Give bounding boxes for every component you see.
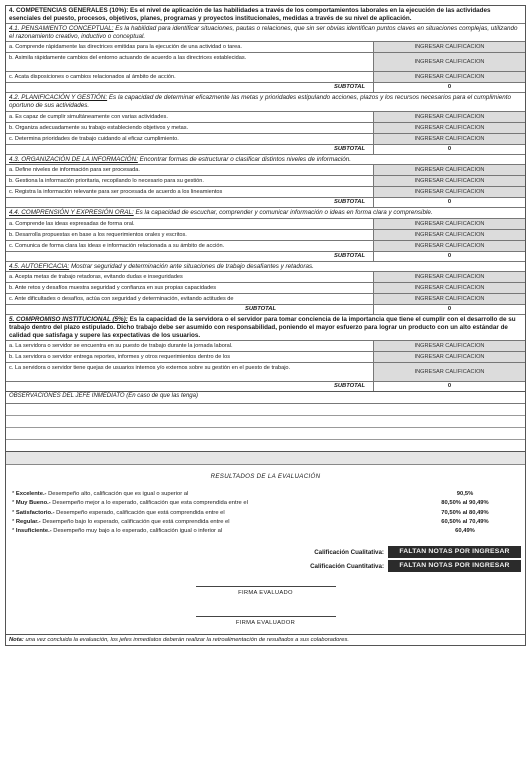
grade-input[interactable]: INGRESAR CALIFICACION [373, 230, 525, 240]
scale-desc: Desempeño esperado, calificación que está comprendida entre el [56, 509, 225, 516]
subtotal-value: 0 [373, 198, 525, 207]
scale-value: 80,50% al 90,49% [441, 500, 489, 507]
section-desc: Es la habilidad para identificar situaciones, pautas o relaciones, que sin ser obvias identifican puntos claves en situaciones complejas, utilizando el razonamiento creativo, inductivo o conceptual. [9, 25, 518, 40]
scale-desc: Desempeño muy bajo a lo esperado, calificación igual o inferior al [53, 527, 223, 534]
nota-label: Nota: [9, 637, 24, 644]
resultados-band [6, 452, 525, 465]
section-4-4 [6, 207, 525, 261]
criterion-row [6, 186, 525, 197]
section-desc: Es la capacidad de determinar eficazmente las metas y prioridades estipulando acciones, plazos y los recursos necesarios para el cumplimiento oportuno de sus actividades. [9, 94, 512, 109]
section-header [6, 261, 525, 272]
section-header [6, 207, 525, 218]
criterion-label: a. Comprende las ideas expresadas de forma oral. [9, 220, 135, 227]
grade-input[interactable]: INGRESAR CALIFICACION [373, 219, 525, 229]
subtotal-label: SUBTOTAL [333, 383, 365, 390]
criterion-label: c. Acata disposiciones o cambios relacionados al ámbito de acción. [9, 74, 176, 81]
section-title: 5. COMPROMISO INSTITUCIONAL (5%): [9, 316, 128, 324]
cualitativa-status: FALTAN NOTAS POR INGRESAR [388, 546, 521, 558]
criterion-label: c. Registra la información relevante para ser procesada de acuerdo a los lineamientos [9, 189, 223, 196]
criterion-label: b. Ante retos y desafíos muestra seguridad y confianza en sus propias capacidades [9, 285, 217, 292]
scale-desc: Desempeño mejor a lo esperado, calificación que esta comprendida entre el [52, 500, 248, 507]
criterion-row [6, 293, 525, 304]
section-title: 4.4. COMPRENSIÓN Y EXPRESIÓN ORAL: [9, 209, 134, 217]
subtotal-value: 0 [373, 252, 525, 261]
observaciones-line[interactable] [6, 440, 525, 451]
observaciones-label: OBSERVACIONES DEL JEFE INMEDIATO (En caso de que las tenga) [6, 392, 525, 404]
grade-input[interactable]: INGRESAR CALIFICACION [373, 134, 525, 144]
scale-item: * Muy Bueno.- Desempeño mejor a lo esperado, calificación que esta comprendida entre el 80,50% al 90,49% [12, 499, 519, 508]
observaciones-box [5, 392, 526, 452]
scale-desc: Desempeño alto, calificación que es igual o superior al [48, 491, 189, 498]
criterion-row [6, 218, 525, 229]
criterion-label: c. La servidora o servidor tiene quejas de usuarios internos y/o externos sobre su gestión en el puesto de trabajo. [9, 365, 291, 372]
subtotal-row [6, 197, 525, 207]
subtotal-label: SUBTOTAL [333, 252, 365, 259]
scale-item: * Excelente.- Desempeño alto, calificación que es igual o superior al 90,5% [12, 490, 519, 499]
firma-evaluado [6, 586, 525, 596]
section-header [6, 314, 525, 340]
scale-value: 60,50% al 70,49% [441, 518, 489, 525]
section-4-1 [6, 23, 525, 92]
subtotal-label: SUBTOTAL [333, 199, 365, 206]
section-desc: Es la capacidad de la servidora o el servidor para tomar conciencia de la importancia que tiene el cumplir con el desarrollo de su trabajo dentro del plazo estipulado. Dicho trabajo debe ser asumido con responsabilidad, poniendo el mayor esfuerzo para lograr un producto con un alto estándar de calidad que satisfaga y supere las expectativas de los usuarios. [9, 316, 516, 339]
subtotal-value: 0 [373, 382, 525, 391]
resultados-box [5, 452, 526, 635]
criterion-row [6, 122, 525, 133]
evaluation-form [5, 5, 526, 646]
nota-text: una vez concluida la evaluación, los jefes inmediatos deberán realizar la retroalimentación de resultados a sus colaboradores. [25, 637, 349, 644]
signature-line[interactable] [196, 616, 336, 617]
firma-evaluador [6, 616, 525, 634]
criterion-row [6, 133, 525, 144]
criterion-row [6, 229, 525, 240]
subtotal-row [6, 82, 525, 92]
scale-name: Excelente.- [15, 491, 47, 498]
criterion-row [6, 351, 525, 362]
scale-desc: Desempeño bajo lo esperado, calificación que está comprendida entre el [42, 518, 230, 525]
grade-input[interactable]: INGRESAR CALIFICACION [373, 283, 525, 293]
criterion-row [6, 340, 525, 351]
signature-line[interactable] [196, 586, 336, 587]
subtotal-label: SUBTOTAL [333, 84, 365, 91]
grade-input[interactable]: INGRESAR CALIFICACION [373, 176, 525, 186]
rating-scale [6, 490, 525, 536]
section-header [6, 154, 525, 165]
criterion-row [6, 240, 525, 251]
criterion-label: b. La servidora o servidor entrega reportes, informes y otros requerimientos dentro de los [9, 354, 231, 361]
cuantitativa-label: Calificación Cuantitativa: [310, 562, 384, 570]
grade-input[interactable]: INGRESAR CALIFICACION [373, 294, 525, 304]
criterion-row [6, 41, 525, 52]
observaciones-line[interactable] [6, 428, 525, 440]
criterion-row [6, 71, 525, 82]
scale-item: * Regular.- Desempeño bajo lo esperado, calificación que está comprendida entre el 60,50% al 70,49% [12, 518, 519, 527]
criterion-row [6, 282, 525, 293]
grade-input[interactable]: INGRESAR CALIFICACION [373, 352, 525, 362]
criterion-label: b. Organiza adecuadamente su trabajo estableciendo objetivos y metas. [9, 124, 189, 131]
grade-input[interactable]: INGRESAR CALIFICACION [373, 42, 525, 52]
criterion-row [6, 175, 525, 186]
resultados-title: RESULTADOS DE LA EVALUACIÓN [210, 473, 321, 481]
scale-name: Regular.- [15, 518, 41, 525]
criterion-label: b. Gestiona la información prioritaria, recopilando lo necesario para su gestión. [9, 178, 204, 185]
firma-evaluador-label: FIRMA EVALUADOR [235, 620, 296, 627]
criterion-row [6, 52, 525, 71]
subtotal-row [6, 381, 525, 391]
subtotal-row [6, 144, 525, 154]
grade-input[interactable]: INGRESAR CALIFICACION [373, 165, 525, 175]
grade-input[interactable]: INGRESAR CALIFICACION [373, 53, 525, 71]
section-4-2 [6, 92, 525, 153]
section-desc: Encontrar formas de estructurar o clasificar distintos niveles de información. [139, 155, 352, 163]
section-title: 4.1. PENSAMIENTO CONCEPTUAL: [9, 25, 114, 33]
competencias-block [5, 5, 526, 392]
criterion-row [6, 111, 525, 122]
criterion-label: a. Acepta metas de trabajo retadoras, evitando dudas e inseguridades [9, 274, 183, 281]
grade-input[interactable]: INGRESAR CALIFICACION [373, 123, 525, 133]
criterion-row [6, 164, 525, 175]
grade-input[interactable]: INGRESAR CALIFICACION [373, 112, 525, 122]
subtotal-value: 0 [373, 145, 525, 154]
cuantitativa-row [6, 560, 525, 572]
grade-input[interactable]: INGRESAR CALIFICACION [373, 341, 525, 351]
scale-item: * Insuficiente.- Desempeño muy bajo a lo esperado, calificación igual o inferior al 60,49% [12, 527, 519, 536]
cuantitativa-status: FALTAN NOTAS POR INGRESAR [388, 560, 521, 572]
scale-name: Insuficiente.- [15, 527, 52, 534]
criterion-label: a. Es capaz de cumplir simultáneamente con varias actividades. [9, 113, 168, 120]
criterion-label: c. Comunica de forma clara las ideas e información relacionada a su ámbito de acción. [9, 242, 225, 249]
section-4-3 [6, 154, 525, 208]
subtotal-value: 0 [373, 305, 525, 314]
section-title: 4.2. PLANIFICACIÓN Y GESTIÓN: [9, 94, 108, 102]
section-5 [6, 314, 525, 391]
scale-name: Muy Bueno.- [15, 500, 51, 507]
grade-input[interactable]: INGRESAR CALIFICACION [373, 72, 525, 82]
scale-name: Satisfactorio.- [15, 509, 55, 516]
cualitativa-row [6, 546, 525, 558]
firma-evaluado-label: FIRMA EVALUADO [238, 590, 293, 597]
section-desc: Es la capacidad de escuchar, comprender y comunicar información o ideas en forma clara y comprensible. [135, 209, 433, 217]
criterion-label: a. Define niveles de información para ser procesada. [9, 167, 140, 174]
scale-item: * Satisfactorio.- Desempeño esperado, calificación que está comprendida entre el 70,50% al 80,49% [12, 509, 519, 518]
subtotal-row [6, 304, 525, 314]
grade-input[interactable]: INGRESAR CALIFICACION [373, 363, 525, 381]
subtotal-label: SUBTOTAL [244, 306, 277, 313]
section-desc: Mostrar seguridad y determinación ante situaciones de trabajo desafiantes y retadoras. [70, 262, 314, 270]
nota-footer [5, 635, 526, 646]
section-4-5 [6, 261, 525, 315]
competencias-intro: 4. COMPETENCIAS GENERALES (10%): Es el nivel de aplicación de las habilidades a través de los comportamientos laborales en la ejecución de las actividades esenciales del puesto, procesos, objetivos, planes, programas y proyectos institucionales, medidas a través de su nivel de aplicación. [9, 7, 491, 22]
section-header [6, 92, 525, 110]
section-header [6, 23, 525, 41]
cualitativa-label: Calificación Cualitativa: [314, 548, 384, 556]
criterion-label: c. Determina prioridades de trabajo cuidando al eficaz cumplimiento. [9, 135, 179, 142]
subtotal-value: 0 [373, 83, 525, 92]
grade-input[interactable]: INGRESAR CALIFICACION [373, 272, 525, 282]
scale-value: 90,5% [456, 491, 474, 498]
criterion-label: a. La servidora o servidor se encuentra en su puesto de trabajo durante la jornada laboral. [9, 343, 233, 350]
subtotal-row [6, 251, 525, 261]
criterion-row [6, 271, 525, 282]
grade-input[interactable]: INGRESAR CALIFICACION [373, 241, 525, 251]
observaciones-line[interactable] [6, 404, 525, 416]
criterion-label: b. Desarrolla propuestas en base a los requerimientos orales y escritos. [9, 231, 187, 238]
grade-input[interactable]: INGRESAR CALIFICACION [373, 187, 525, 197]
scale-value: 70,50% al 80,49% [441, 509, 489, 516]
criterion-label: b. Asimila rápidamente cambios del entorno actuando de acuerdo a las directrices establecidas. [9, 55, 247, 62]
criterion-row [6, 362, 525, 381]
section-title: 4.5. AUTOEFICACIA: [9, 262, 70, 270]
subtotal-label: SUBTOTAL [333, 145, 365, 152]
observaciones-line[interactable] [6, 416, 525, 428]
section-title: 4.3. ORGANIZACIÓN DE LA INFORMACIÓN: [9, 155, 138, 163]
criterion-label: c. Ante dificultades o desafíos, actúa con seguridad y determinación, evitando actitudes de [9, 296, 234, 303]
scale-value: 60,49% [455, 527, 475, 534]
criterion-label: a. Comprende rápidamente las directrices emitidas para la ejecución de una actividad o tarea. [9, 44, 242, 51]
